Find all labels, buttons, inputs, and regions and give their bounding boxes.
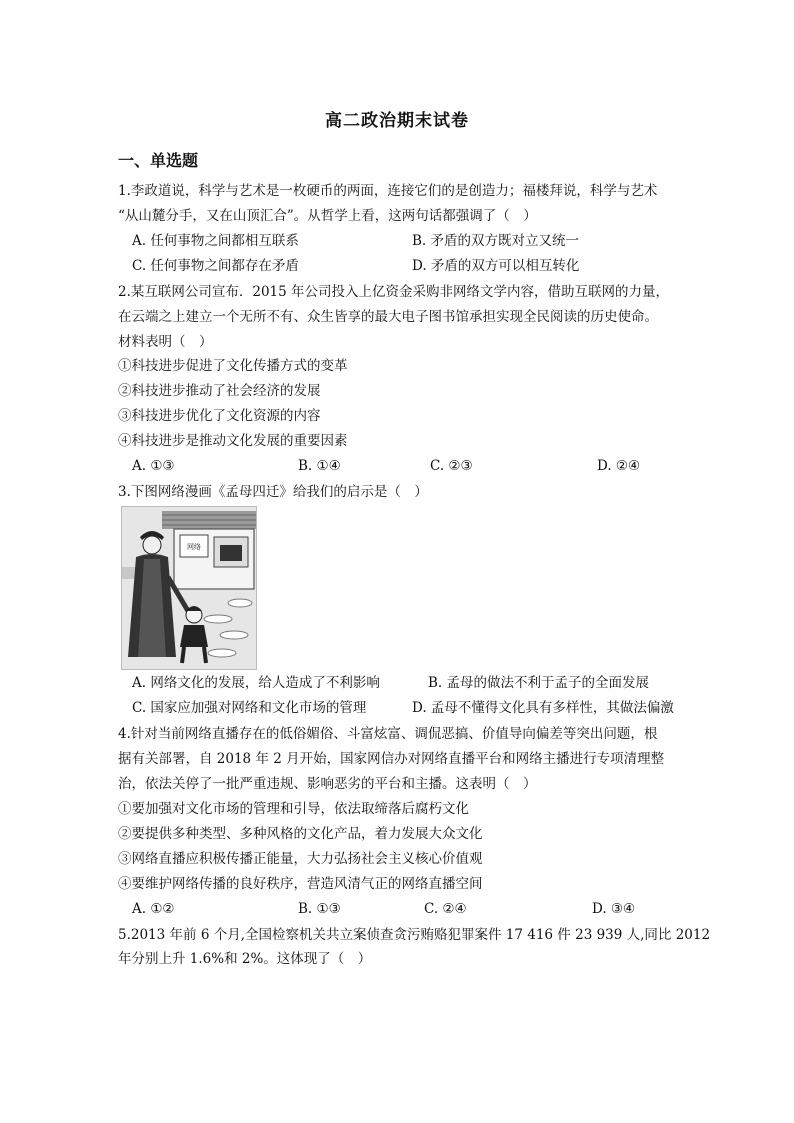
q2-line-2: 在云端之上建立一个无所不有、众生皆享的最大电子图书馆承担实现全民阅读的历史使命。 — [118, 309, 658, 325]
q2-option-b: B. ①④ — [298, 458, 341, 474]
q4-option-a: A. ①② — [132, 901, 175, 917]
section-heading: 一、单选题 — [118, 151, 199, 170]
q4-option-c: C. ②④ — [424, 901, 467, 917]
cartoon-drawing — [122, 507, 256, 669]
q3-line-1: 3.下图网络漫画《孟母四迁》给我们的启示是（ ） — [118, 484, 428, 500]
q2-item-2: ②科技进步推动了社会经济的发展 — [118, 383, 321, 399]
q2-line-3: 材料表明（ ） — [118, 334, 213, 350]
q2-item-3: ③科技进步优化了文化资源的内容 — [118, 408, 321, 424]
q2-item-1: ①科技进步促进了文化传播方式的变革 — [118, 358, 348, 374]
q1-option-c: C. 任何事物之间都存在矛盾 — [132, 258, 299, 274]
q4-option-b: B. ①③ — [298, 901, 341, 917]
q4-option-d: D. ③④ — [592, 901, 636, 917]
q5-line-2: 年分别上升 1.6%和 2%。这体现了（ ） — [118, 951, 372, 967]
q3-option-d: D. 孟母不懂得文化具有多样性，其做法偏激 — [412, 700, 674, 716]
q1-line-2: “从山麓分手，又在山顶汇合”。从哲学上看，这两句话都强调了（ ） — [118, 208, 537, 224]
q1-line-1: 1.李政道说，科学与艺术是一枚硬币的两面，连接它们的是创造力；福楼拜说，科学与艺术 — [118, 183, 658, 199]
q4-item-2: ②要提供多种类型、多种风格的文化产品，着力发展大众文化 — [118, 826, 483, 842]
q1-option-b: B. 矛盾的双方既对立又统一 — [412, 233, 580, 249]
cartoon-sign-text: 网络 — [187, 543, 201, 551]
q1-option-d: D. 矛盾的双方可以相互转化 — [412, 258, 580, 274]
q2-option-c: C. ②③ — [430, 458, 473, 474]
q4-item-3: ③网络直播应积极传播正能量，大力弘扬社会主义核心价值观 — [118, 851, 483, 867]
q2-line-1: 2.某互联网公司宣布．2015 年公司投入上亿资金采购非网络文学内容，借助互联网的力量， — [118, 284, 670, 300]
q4-line-3: 治，依法关停了一批严重违规、影响恶劣的平台和主播。这表明（ ） — [118, 776, 537, 792]
cartoon-illustration — [121, 506, 257, 670]
q4-line-2: 据有关部署，自 2018 年 2 月开始，国家网信办对网络直播平台和网络主播进行专项清理整 — [118, 751, 665, 767]
q3-option-c: C. 国家应加强对网络和文化市场的管理 — [132, 700, 367, 716]
q4-item-1: ①要加强对文化市场的管理和引导，依法取缔落后腐朽文化 — [118, 801, 469, 817]
q4-item-4: ④要维护网络传播的良好秩序，营造风清气正的网络直播空间 — [118, 876, 483, 892]
q2-option-a: A. ①③ — [132, 458, 175, 474]
q3-option-b: B. 孟母的做法不利于孟子的全面发展 — [428, 675, 650, 691]
q2-item-4: ④科技进步是推动文化发展的重要因素 — [118, 433, 348, 449]
page-title: 高二政治期末试卷 — [325, 111, 469, 131]
q2-option-d: D. ②④ — [597, 458, 641, 474]
q1-option-a: A. 任何事物之间都相互联系 — [132, 233, 299, 249]
q4-line-1: 4.针对当前网络直播存在的低俗媚俗、斗富炫富、调侃恶搞、价值导向偏差等突出问题，根 — [118, 726, 658, 742]
q5-line-1: 5.2013 年前 6 个月,全国检察机关共立案侦查贪污贿赂犯罪案件 17 416 件 23 939 人,同比 2012 — [118, 927, 711, 943]
q3-option-a: A. 网络文化的发展，给人造成了不利影响 — [132, 675, 380, 691]
